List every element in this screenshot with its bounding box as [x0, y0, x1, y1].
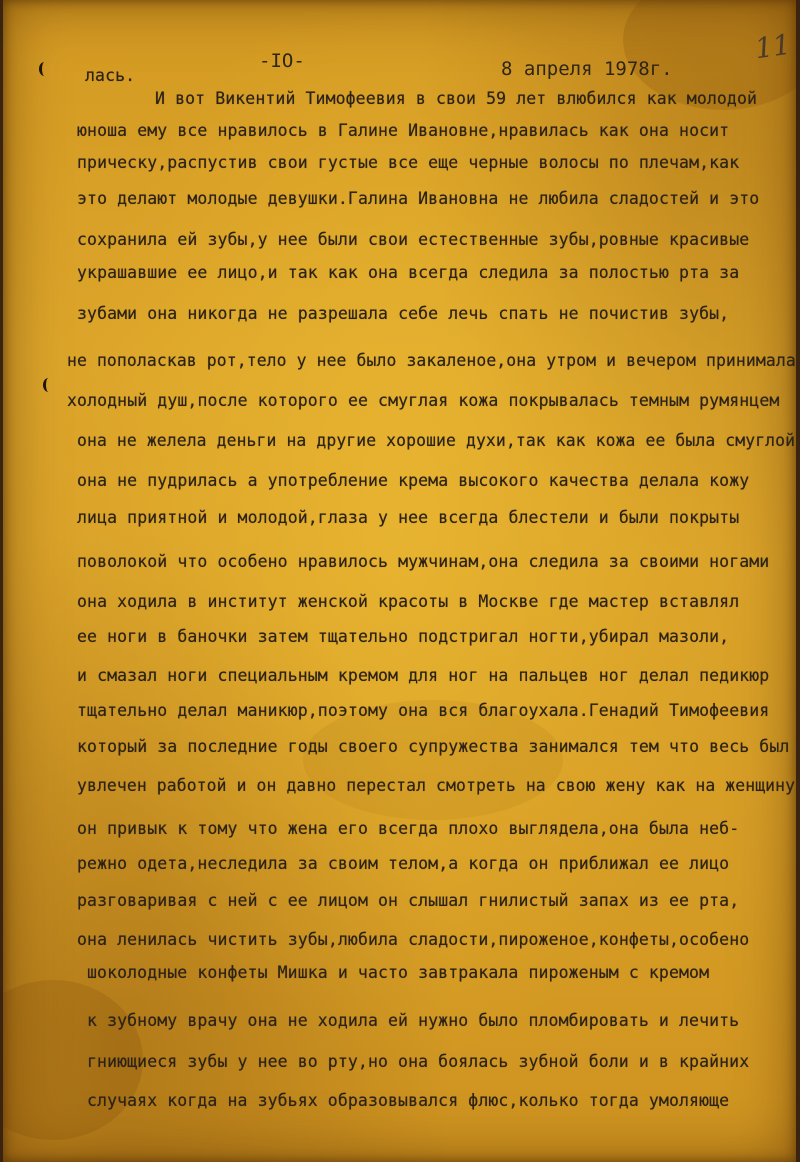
text-line: лась.: [85, 66, 136, 85]
text-line: он привык к тому что жена его всегда плохо выглядела,она была неб-: [77, 819, 740, 838]
text-line: юноша ему все нравилось в Галине Ивановне,нравилась как она носит: [77, 121, 730, 140]
text-line: она ходила в институт женской красоты в Москве где мастер вставлял: [77, 592, 740, 611]
text-line: поволокой что особено нравилось мужчинам,она следила за своими ногами: [77, 552, 770, 571]
text-line: гниющиеся зубы у нее во рту,но она боялась зубной боли и в крайних: [87, 1052, 750, 1071]
text-line: не пополаскав рот,тело у нее было закаленое,она утром и вечером принимала: [67, 351, 796, 370]
text-line: она не желела деньги на другие хорошие духи,так как кожа ее была смуглой: [77, 431, 796, 450]
margin-mark: [43, 378, 54, 392]
folio-number: 11: [752, 27, 793, 66]
text-line: и смазал ноги специальным кремом для ног на пальцев ног делал педикюр: [77, 666, 770, 685]
text-line: шоколодные конфеты Мишка и часто завтракала пироженым с кремом: [87, 963, 710, 982]
text-line: это делают молодые девушки.Галина Ивановна не любила сладостей и это: [77, 189, 760, 208]
text-line: она ленилась чистить зубы,любила сладости,пироженое,конфеты,особено: [77, 930, 750, 949]
text-line: режно одета,неследила за своим телом,а когда он приближал ее лицо: [77, 854, 730, 873]
document-date: 8 апреля 1978г.: [501, 58, 673, 80]
text-line: случаях когда на зубьях образовывался флюс,колько тогда умоляюще: [87, 1091, 730, 1110]
text-line: к зубному врачу она не ходила ей нужно было пломбировать и лечить: [87, 1011, 740, 1030]
page-number: -IO-: [259, 50, 305, 72]
text-line: ее ноги в баночки затем тщательно подстригал ногти,убирал мазоли,: [77, 627, 730, 646]
margin-mark: [39, 62, 50, 76]
text-line: лица приятной и молодой,глаза у нее всегда блестели и были покрыты: [77, 508, 740, 527]
text-line: она не пудрилась а употребление крема высокого качества делала кожу: [77, 471, 750, 490]
text-line: прическу,распустив свои густые все еще черные волосы по плечам,как: [77, 153, 740, 172]
text-line: украшавшие ее лицо,и так как она всегда следила за полостью рта за: [77, 263, 740, 282]
text-line: И вот Викентий Тимофеевия в свои 59 лет влюбился как молодой: [155, 89, 758, 108]
text-line: тщательно делал маникюр,поэтому она вся благоухала.Генадий Тимофеевия: [77, 701, 770, 720]
text-line: холодный душ,после которого ее смуглая кожа покрывалась темным румянцем: [67, 391, 780, 410]
text-line: увлечен работой и он давно перестал смотреть на свою жену как на женщину: [77, 776, 796, 795]
text-line: зубами она никогда не разрешала себе лечь спать не почистив зубы,: [77, 304, 730, 323]
text-line: разговаривая с ней с ее лицом он слышал гнилистый запах из ее рта,: [77, 891, 740, 910]
text-line: который за последние годы своего супружества занимался тем что весь был: [77, 737, 790, 756]
text-line: сохранила ей зубы,у нее были свои естественные зубы,ровные красивые: [77, 230, 750, 249]
